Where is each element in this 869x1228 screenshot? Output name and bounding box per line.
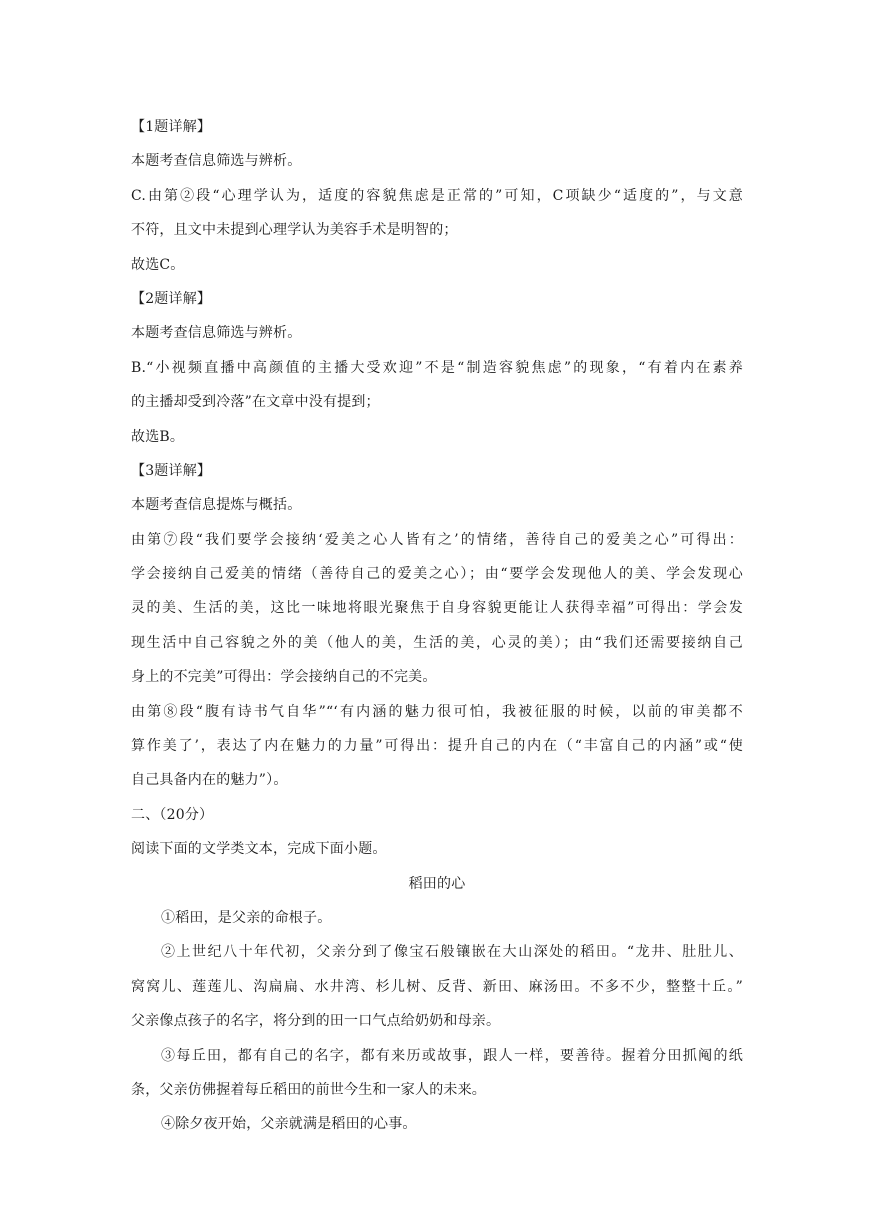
heading-q1-detail: 【1题详解】 (131, 119, 212, 135)
document-body (131, 110, 743, 1142)
paragraph: 学会接纳自己爱美的情绪（善待自己的爱美之心）；由“要学会发现他人的美、学会发现心 (131, 566, 743, 583)
paragraph: 本题考查信息筛选与辨析。 (131, 153, 302, 170)
heading-q2-detail: 【2题详解】 (131, 290, 212, 307)
article-paragraph: ③每丘田，都有自己的名字，都有来历或故事，跟人一样，要善待。握着分田抓阄的纸 (161, 1047, 743, 1064)
article-paragraph: ②上世纪八十年代初，父亲分到了像宝石般镶嵌在大山深处的稻田。“龙井、肚肚儿、 (161, 944, 743, 961)
paragraph: 现生活中自己容貌之外的美（他人的美，生活的美，心灵的美）；由“我们还需要接纳自己 (131, 634, 743, 651)
paragraph: B.“小视频直播中高颜值的主播大受欢迎”不是“制造容貌焦虑”的现象，“有着内在素养 (131, 359, 743, 376)
paragraph: C.由第②段“心理学认为，适度的容貌焦虑是正常的”可知，C项缺少“适度的”，与文意 (131, 187, 743, 204)
paragraph: 由第⑧段“腹有诗书气自华”“‘有内涵的魅力很可怕，我被征服的时候，以前的审美都不 (131, 703, 743, 720)
paragraph: 身上的不完美”可得出：学会接纳自己的不完美。 (131, 669, 437, 686)
article-paragraph: ①稻田，是父亲的命根子。 (161, 909, 332, 926)
article-title: 稻田的心 (408, 875, 466, 892)
paragraph: 本题考查信息筛选与辨析。 (131, 325, 302, 342)
paragraph: 故选C。 (131, 256, 185, 273)
article-paragraph: 窝窝儿、莲莲儿、沟扁扁、水井湾、杉儿树、反背、新田、麻汤田。不多不少，整整十丘。” (131, 978, 743, 995)
paragraph: 算作美了’，表达了内在魅力的力量”可得出：提升自己的内在（“丰富自己的内涵”或“使 (131, 738, 743, 755)
paragraph: 故选B。 (131, 428, 185, 445)
instructions: 阅读下面的文学类文本，完成下面小题。 (131, 841, 387, 858)
article-paragraph: 条，父亲仿佛握着每丘稻田的前世今生和一家人的未来。 (131, 1081, 486, 1098)
section-heading: 二、（20分） (131, 806, 214, 823)
paragraph: 灵的美、生活的美，这比一味地将眼光聚焦于自身容貌更能让人获得幸福”可得出：学会发 (131, 600, 743, 617)
heading-q3-detail: 【3题详解】 (131, 462, 212, 479)
article-paragraph: 父亲像点孩子的名字，将分到的田一口气点给奶奶和母亲。 (131, 1013, 501, 1030)
article-paragraph: ④除夕夜开始，父亲就满是稻田的心事。 (161, 1116, 417, 1133)
paragraph: 由第⑦段“我们要学会接纳‘爱美之心人皆有之’的情绪，善待自己的爱美之心”可得出： (131, 531, 743, 548)
paragraph: 自己具备内在的魅力”）。 (131, 772, 288, 789)
paragraph: 的主播却受到冷落”在文章中没有提到； (131, 394, 380, 411)
paragraph: 不符，且文中未提到心理学认为美容手术是明智的； (131, 222, 458, 239)
paragraph: 本题考查信息提炼与概括。 (131, 497, 302, 514)
